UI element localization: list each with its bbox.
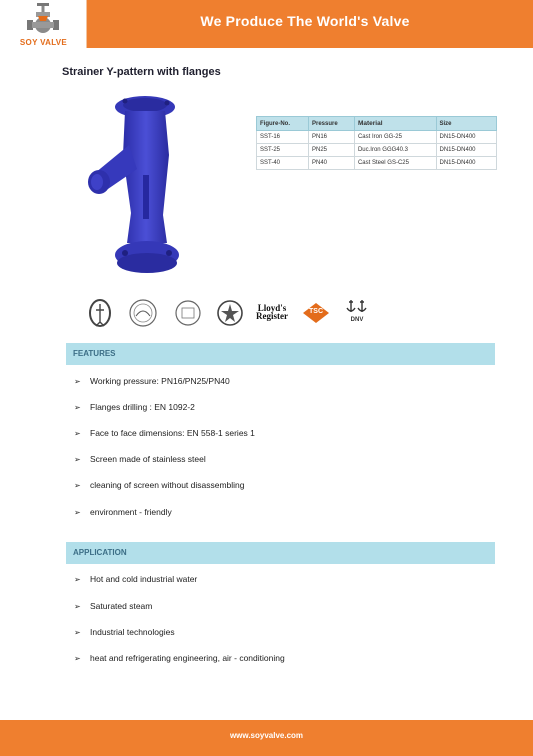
col-size: Size <box>436 117 497 131</box>
col-material: Material <box>354 117 436 131</box>
arrow-bullet-icon: ➢ <box>74 602 81 611</box>
col-figure-no: Figure-No. <box>257 117 309 131</box>
spec-table <box>256 116 497 170</box>
brand-name: SOY VALVE <box>19 38 68 47</box>
header-tagline: We Produce The World's Valve <box>200 13 410 29</box>
brand-logo[interactable] <box>0 0 87 48</box>
cell-size: DN15-DN400 <box>436 157 497 170</box>
table-row <box>257 131 497 144</box>
dnv-anchor-icon <box>344 298 370 316</box>
spec-table-header <box>257 117 497 131</box>
cert-seal-2-icon <box>174 298 202 328</box>
cert-seal-3-icon <box>216 298 244 328</box>
feature-item: ➢ Screen made of stainless steel <box>74 454 206 464</box>
feature-item: ➢ Flanges drilling : EN 1092-2 <box>74 402 195 412</box>
table-row <box>257 157 497 170</box>
cert-seal-1-icon <box>128 298 158 328</box>
cell-pressure: PN40 <box>309 157 355 170</box>
arrow-bullet-icon: ➢ <box>74 481 81 490</box>
arrow-bullet-icon: ➢ <box>74 455 81 464</box>
page-title: Strainer Y-pattern with flanges <box>62 66 221 78</box>
cell-material: Cast Iron GG-25 <box>354 131 436 144</box>
certification-logos <box>88 298 378 330</box>
features-heading: FEATURES <box>73 349 116 358</box>
cert-tsc: TSC <box>302 302 330 329</box>
feature-item: ➢ environment - friendly <box>74 507 172 517</box>
application-heading: APPLICATION <box>73 548 127 557</box>
cell-size: DN15-DN400 <box>436 131 497 144</box>
cell-figure-no: SST-25 <box>257 144 309 157</box>
table-row <box>257 144 497 157</box>
cell-size: DN15-DN400 <box>436 144 497 157</box>
application-item: ➢ Hot and cold industrial water <box>74 574 198 584</box>
footer-url-link[interactable]: www.soyvalve.com <box>229 731 304 740</box>
cell-figure-no: SST-16 <box>257 131 309 144</box>
cell-material: Duc.Iron GGG40.3 <box>354 144 436 157</box>
cert-lloyds-register: Lloyd's Register <box>256 303 288 321</box>
arrow-bullet-icon: ➢ <box>74 654 81 663</box>
cert-figure-icon <box>88 298 112 328</box>
arrow-bullet-icon: ➢ <box>74 575 81 584</box>
y-strainer-image <box>85 95 190 280</box>
page-header <box>0 0 533 48</box>
application-item: ➢ heat and refrigerating engineering, air - conditioning <box>74 653 285 663</box>
col-pressure: Pressure <box>309 117 355 131</box>
cert-dnv: DNV <box>344 298 370 321</box>
feature-item: ➢ Face to face dimensions: EN 558-1 series 1 <box>74 428 255 438</box>
arrow-bullet-icon: ➢ <box>74 628 81 637</box>
cell-material: Cast Steel GS-C25 <box>354 157 436 170</box>
arrow-bullet-icon: ➢ <box>74 377 81 386</box>
application-item: ➢ Industrial technologies <box>74 627 175 637</box>
valve-logo-icon <box>26 2 60 38</box>
cell-pressure: PN16 <box>309 131 355 144</box>
arrow-bullet-icon: ➢ <box>74 403 81 412</box>
cell-pressure: PN25 <box>309 144 355 157</box>
page-footer <box>0 720 533 756</box>
application-item: ➢ Saturated steam <box>74 601 153 611</box>
feature-item: ➢ cleaning of screen without disassembling <box>74 480 245 490</box>
arrow-bullet-icon: ➢ <box>74 508 81 517</box>
arrow-bullet-icon: ➢ <box>74 429 81 438</box>
cell-figure-no: SST-40 <box>257 157 309 170</box>
features-heading-bar <box>66 343 495 365</box>
feature-item: ➢ Working pressure: PN16/PN25/PN40 <box>74 376 230 386</box>
application-heading-bar <box>66 542 495 564</box>
